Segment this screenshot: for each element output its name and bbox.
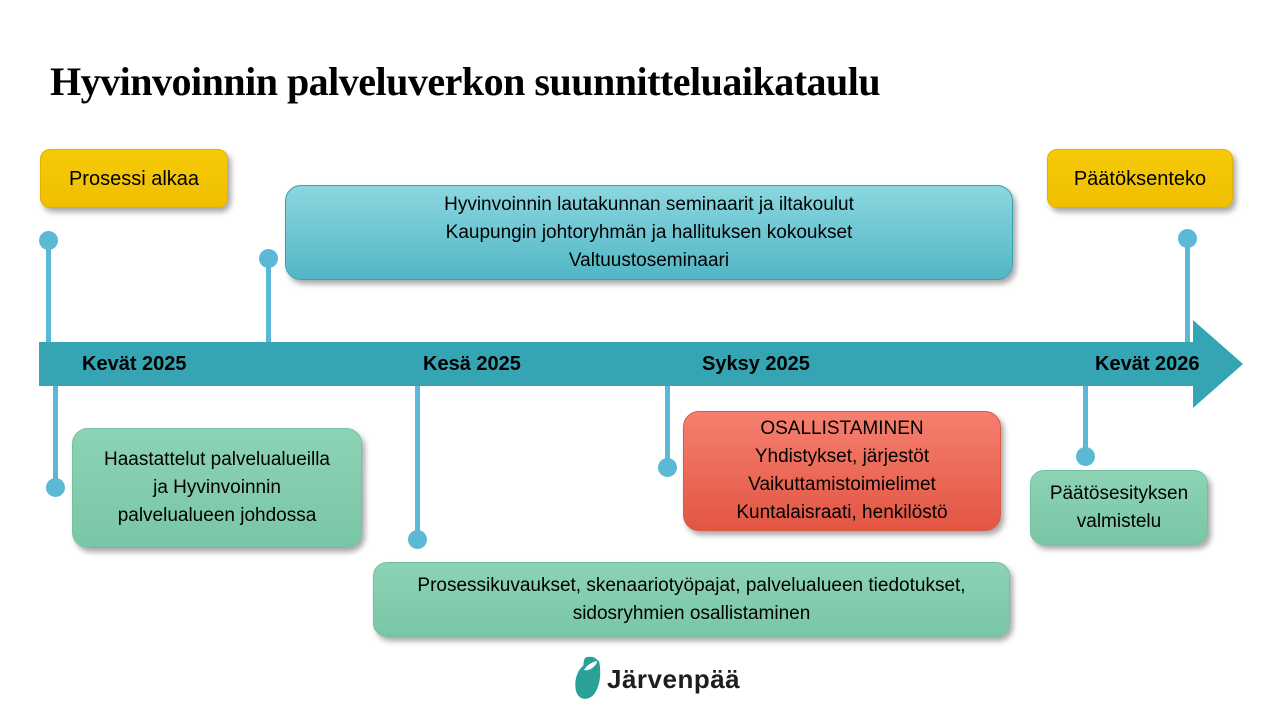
decision-label: Päätöksenteko <box>1073 167 1207 190</box>
participation-line: Kuntalaisraati, henkilöstö <box>736 502 948 523</box>
timeline-arrowhead-icon <box>1193 320 1243 408</box>
connector-line <box>415 386 420 539</box>
process-start-box <box>40 149 228 208</box>
timeline-label-kevat-2025: Kevät 2025 <box>82 353 187 375</box>
connector-dot <box>1076 447 1095 466</box>
connector-dot <box>658 458 677 477</box>
process-descriptions-line: sidosryhmien osallistaminen <box>572 602 811 624</box>
interviews-line: palvelualueen johdossa <box>117 505 317 526</box>
participation-line: Vaikuttamistoimielimet <box>748 474 936 495</box>
interviews-line: ja Hyvinvoinnin <box>153 477 281 498</box>
interviews-line: Haastattelut palvelualueilla <box>103 449 331 470</box>
jarvenpaa-logo <box>573 656 740 702</box>
connector-dot <box>408 530 427 549</box>
participation-line: OSALLISTAMINEN <box>760 418 924 439</box>
seminars-line: Kaupungin johtoryhmän ja hallituksen kokoukset <box>445 221 853 243</box>
process-descriptions-box <box>373 562 1010 637</box>
process-descriptions-line: Prosessikuvaukset, skenaariotyöpajat, palvelualueen tiedotukset, <box>417 574 966 596</box>
seminars-line: Hyvinvoinnin lautakunnan seminaarit ja iltakoulut <box>444 193 854 215</box>
connector-dot <box>46 478 65 497</box>
process-start-label: Prosessi alkaa <box>68 167 200 190</box>
decision-prep-box <box>1030 470 1208 545</box>
decision-prep-line: valmistelu <box>1076 510 1162 532</box>
connector-line <box>46 240 51 342</box>
participation-line: Yhdistykset, järjestöt <box>754 446 930 467</box>
seminars-line: Valtuustoseminaari <box>568 249 730 271</box>
connector-line <box>1185 238 1190 342</box>
timeline-bar <box>39 342 1193 386</box>
slide-title: Hyvinvoinnin palveluverkon suunnitteluaikataulu <box>50 59 881 104</box>
seminars-box <box>285 185 1013 280</box>
connector-line <box>266 258 271 342</box>
jarvenpaa-logo-text: Järvenpää <box>607 663 741 694</box>
connector-line <box>665 386 670 467</box>
participation-box <box>683 411 1001 531</box>
decision-box <box>1047 149 1233 208</box>
jarvenpaa-leaf-icon <box>573 656 603 702</box>
timeline-label-syksy-2025: Syksy 2025 <box>702 353 810 375</box>
timeline-label-kesa-2025: Kesä 2025 <box>423 353 521 375</box>
interviews-box <box>72 428 362 548</box>
connector-line <box>1083 386 1088 456</box>
timeline-label-kevat-2026: Kevät 2026 <box>1095 353 1200 375</box>
decision-prep-line: Päätösesityksen <box>1049 482 1189 504</box>
connector-line <box>53 386 58 487</box>
